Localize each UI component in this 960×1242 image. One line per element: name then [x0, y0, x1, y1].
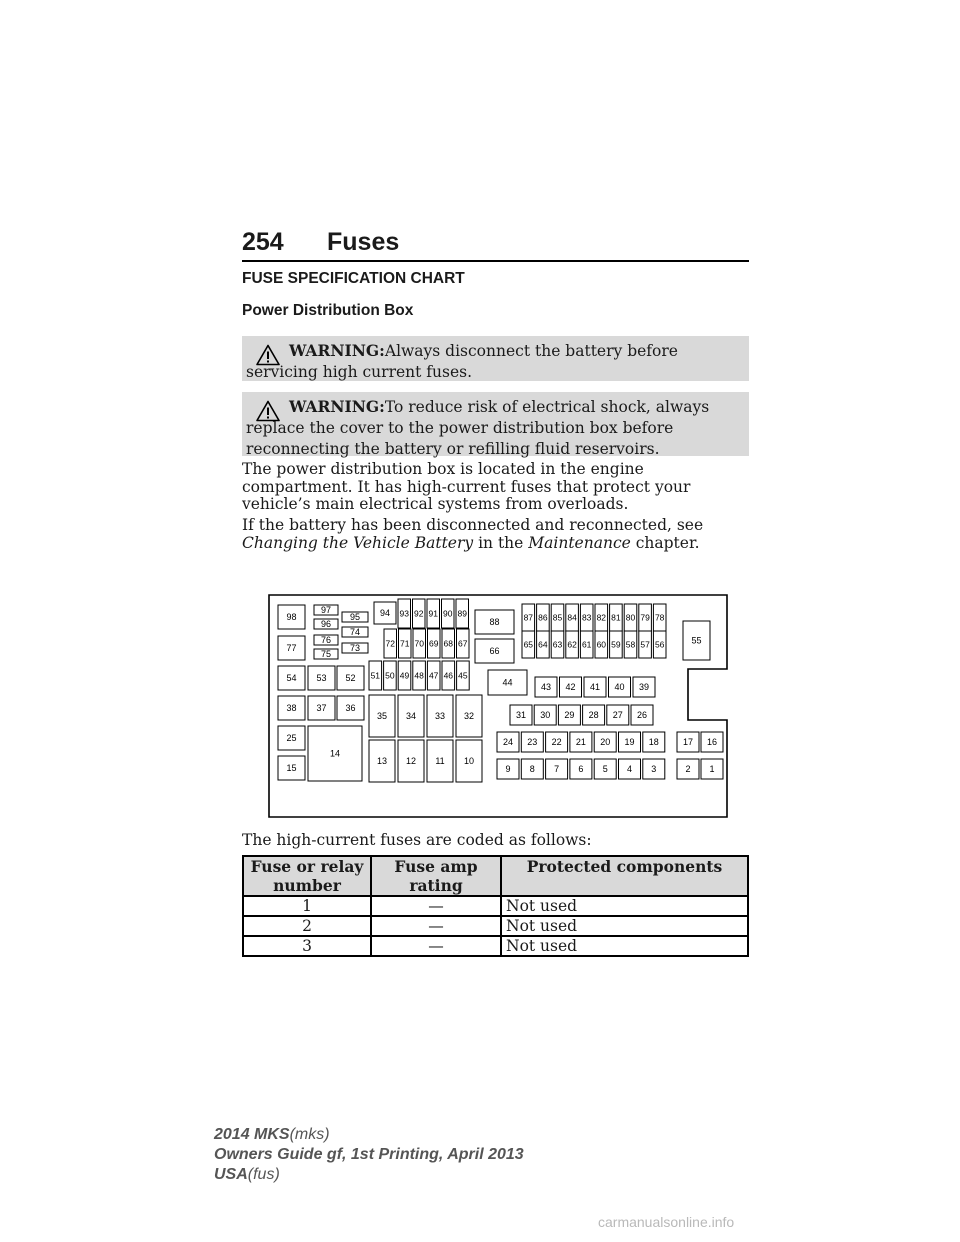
fuse-label: 79: [640, 612, 650, 623]
fuse-label: 39: [638, 682, 650, 693]
fuse-label: 89: [457, 608, 467, 619]
fuse-cell-24: [497, 732, 519, 752]
fuse-cell-85: [551, 604, 564, 631]
fuse-cell-43: [535, 677, 557, 697]
fuse-cell-78: [653, 604, 666, 631]
fuse-label: 35: [376, 711, 388, 722]
fuse-label: 31: [515, 710, 527, 721]
fuse-cell-76: [314, 635, 338, 645]
footer-model-line: [214, 1125, 330, 1145]
fuse-label: 83: [581, 612, 592, 623]
protected-component-cell: Not used: [501, 936, 748, 956]
fuse-cell-33: [427, 695, 453, 737]
fuse-cell-80: [624, 604, 637, 631]
fuse-cell-50: [384, 661, 397, 690]
warning-message: To reduce risk of electrical shock, always replace the cover to the power distribution box before reconnecting the battery or refilling fluid reservoirs.: [246, 398, 710, 458]
fuse-cell-32: [456, 695, 482, 737]
page-number: 254: [242, 228, 284, 256]
table-row: [243, 936, 748, 956]
fuse-label: 33: [434, 711, 446, 722]
watermark: carmanualsonline.info: [598, 1214, 735, 1230]
fuse-label: 9: [505, 764, 511, 775]
fuse-label: 64: [538, 639, 548, 650]
fuse-cell-36: [337, 696, 364, 720]
fuse-cell-26: [631, 705, 653, 725]
section-title: Fuses: [327, 228, 400, 256]
fuse-label: 59: [611, 639, 621, 650]
fuse-label: 51: [370, 670, 381, 681]
fuse-label: 20: [600, 737, 611, 748]
fuse-label: 67: [458, 638, 468, 649]
warning-label: WARNING:: [289, 397, 385, 416]
fuse-cell-9: [497, 759, 519, 779]
fuse-label: 78: [654, 612, 665, 623]
fuse-label: 23: [527, 737, 538, 748]
fuse-label: 65: [523, 639, 534, 650]
fuse-cell-98: [278, 605, 305, 629]
fuse-label: 41: [589, 682, 601, 693]
fuse-cell-60: [595, 631, 608, 658]
fuse-cell-39: [633, 677, 655, 697]
fuse-cell-4: [619, 759, 641, 779]
fuse-label: 87: [523, 612, 534, 623]
battery-text-b: in the: [478, 533, 524, 552]
warning-label: WARNING:: [289, 341, 385, 360]
battery-text-c: chapter.: [635, 533, 700, 552]
fuse-label: 61: [581, 639, 592, 650]
fuse-cell-10: [456, 740, 482, 782]
fuse-cell-28: [583, 705, 605, 725]
fuse-label: 93: [399, 608, 409, 619]
fuse-label: 76: [320, 635, 332, 646]
column-header-amp: Fuse amp rating: [371, 856, 501, 896]
fuse-label: 25: [286, 733, 297, 744]
fuse-label: 55: [691, 635, 702, 646]
fuse-cell-1: [701, 759, 723, 779]
fuse-label: 81: [611, 612, 621, 623]
fuse-label: 70: [414, 638, 424, 649]
amp-rating-cell: —: [371, 896, 501, 916]
fuse-cell-31: [510, 705, 532, 725]
fuse-cell-25: [278, 726, 305, 750]
fuse-label: 85: [552, 612, 563, 623]
fuse-cell-61: [580, 631, 593, 658]
fuse-label: 90: [443, 608, 453, 619]
fuse-label: 50: [385, 670, 395, 681]
fuse-cell-57: [639, 631, 652, 658]
fuse-label: 32: [463, 711, 475, 722]
fuse-label: 6: [578, 764, 584, 775]
warning-box-2: [242, 392, 749, 456]
fuse-label: 13: [376, 756, 388, 767]
fuse-label: 17: [682, 737, 694, 748]
fuse-label: 4: [626, 764, 633, 775]
chart-heading: FUSE SPECIFICATION CHART: [242, 270, 465, 287]
fuse-cell-41: [584, 677, 606, 697]
fuse-cell-30: [534, 705, 556, 725]
fuse-label: 73: [349, 643, 361, 654]
fuse-cell-77: [278, 636, 305, 660]
fuse-cell-73: [342, 643, 368, 653]
fuse-cell-53: [308, 666, 335, 690]
fuse-label: 1: [709, 764, 715, 775]
fuse-cell-79: [639, 604, 652, 631]
fuse-cell-81: [610, 604, 623, 631]
fuse-cell-54: [278, 666, 305, 690]
fuse-label: 53: [316, 673, 327, 684]
fuse-cell-34: [398, 695, 424, 737]
fuse-cell-84: [566, 604, 579, 631]
fuse-cell-97: [314, 605, 338, 615]
footer-region-line: [214, 1165, 280, 1185]
fuse-label: 52: [345, 673, 356, 684]
fuse-label: 18: [648, 737, 659, 748]
fuse-cell-74: [342, 627, 368, 637]
fuse-label: 15: [286, 763, 297, 774]
fuse-cell-86: [537, 604, 550, 631]
fuse-label: 8: [529, 764, 535, 775]
fuse-cell-37: [308, 696, 335, 720]
fuse-cell-71: [399, 629, 412, 658]
fuse-cell-65: [522, 631, 535, 658]
fuse-cell-20: [594, 732, 616, 752]
fuse-label: 2: [685, 764, 691, 775]
fuse-cell-68: [442, 629, 455, 658]
fuse-cell-59: [610, 631, 623, 658]
fuse-cell-90: [442, 599, 455, 628]
fuse-cell-23: [521, 732, 543, 752]
fuse-label: 45: [458, 670, 468, 681]
fuse-cell-49: [398, 661, 411, 690]
fuse-cell-29: [558, 705, 580, 725]
fuse-cell-58: [624, 631, 637, 658]
fuse-label: 74: [349, 627, 361, 638]
fuse-label: 48: [414, 670, 424, 681]
fuse-cell-35: [369, 695, 395, 737]
fuse-label: 80: [625, 612, 636, 623]
fuse-cell-22: [546, 732, 568, 752]
fuse-label: 28: [588, 710, 599, 721]
fuse-label: 69: [429, 638, 439, 649]
fuse-label: 19: [624, 737, 635, 748]
fuse-label: 42: [565, 682, 576, 693]
fuse-label: 72: [385, 638, 395, 649]
fuse-label: 37: [316, 703, 327, 714]
fuse-number-cell: 1: [243, 896, 371, 916]
fuse-label: 86: [538, 612, 548, 623]
amp-rating-cell: —: [371, 916, 501, 936]
fuse-label: 75: [320, 649, 332, 660]
fuse-cell-46: [442, 661, 455, 690]
fuse-cell-96: [314, 619, 338, 629]
fuse-label: 95: [349, 612, 361, 623]
warning-message: Always disconnect the battery before servicing high current fuses.: [246, 342, 678, 381]
fuse-label: 36: [345, 703, 356, 714]
fuse-cell-62: [566, 631, 579, 658]
fuse-cell-56: [653, 631, 666, 658]
fuse-label: 34: [405, 711, 417, 722]
fuse-cell-45: [457, 661, 470, 690]
fuse-cell-87: [522, 604, 535, 631]
fuse-label: 56: [654, 639, 665, 650]
warning-text-2: [246, 396, 743, 460]
fuse-cell-14: [308, 726, 362, 781]
footer-guide-line: [214, 1145, 524, 1165]
footer-model-code: (mks): [289, 1126, 330, 1143]
fuse-label: 92: [414, 608, 424, 619]
fuse-label: 77: [286, 643, 297, 654]
fuse-cell-18: [643, 732, 665, 752]
fuse-label: 49: [399, 670, 410, 681]
fuse-cell-63: [551, 631, 564, 658]
fuse-label: 96: [320, 619, 332, 630]
fuse-label: 54: [286, 673, 297, 684]
battery-paragraph: [242, 517, 752, 552]
fuse-cell-8: [521, 759, 543, 779]
fuse-cell-95: [342, 612, 368, 622]
fuse-table: [242, 855, 749, 957]
fuse-label: 38: [286, 703, 297, 714]
battery-link[interactable]: Changing the Vehicle Battery: [242, 533, 474, 552]
fuse-cell-55: [683, 621, 710, 660]
fuse-cell-2: [677, 759, 699, 779]
fuse-cell-21: [570, 732, 592, 752]
fuse-label: 84: [567, 612, 577, 623]
fuse-label: 7: [554, 764, 560, 775]
fuse-label: 46: [443, 670, 454, 681]
fuse-cell-83: [580, 604, 593, 631]
fuse-cell-6: [570, 759, 592, 779]
protected-component-cell: Not used: [501, 896, 748, 916]
fuse-cell-5: [594, 759, 616, 779]
fuse-label: 10: [463, 756, 475, 767]
fuse-cell-16: [701, 732, 723, 752]
fuse-label: 5: [602, 764, 608, 775]
fuse-cell-88: [475, 610, 514, 634]
column-header-number: Fuse or relay number: [243, 856, 371, 896]
fuse-label: 12: [405, 756, 417, 767]
maintenance-chapter-link[interactable]: Maintenance: [528, 533, 631, 552]
fuse-label: 14: [329, 748, 341, 759]
fuse-cell-94: [374, 602, 396, 624]
fuse-cell-47: [427, 661, 440, 690]
fuse-label: 30: [540, 710, 551, 721]
fuse-cell-27: [607, 705, 629, 725]
box-heading: Power Distribution Box: [242, 302, 414, 319]
fuse-cell-15: [278, 756, 305, 780]
fuse-label: 16: [706, 737, 718, 748]
fuse-cell-52: [337, 666, 364, 690]
fuse-label: 22: [551, 737, 562, 748]
fuse-label: 44: [502, 677, 513, 688]
fuse-cell-64: [537, 631, 550, 658]
fuse-cell-82: [595, 604, 608, 631]
fuse-cell-69: [428, 629, 441, 658]
fuse-label: 94: [379, 608, 391, 619]
table-row: [243, 916, 748, 936]
table-row: [243, 896, 748, 916]
fuse-label: 3: [651, 764, 657, 775]
fuse-label: 82: [596, 612, 607, 623]
fuse-label: 91: [428, 608, 438, 619]
fuse-cell-44: [488, 670, 527, 695]
fuse-cell-12: [398, 740, 424, 782]
amp-rating-cell: —: [371, 936, 501, 956]
fuse-box-diagram: [268, 594, 728, 818]
fuse-cell-70: [413, 629, 426, 658]
fuse-label: 29: [564, 710, 575, 721]
footer-region-code: (fus): [247, 1166, 280, 1183]
fuse-label: 11: [435, 756, 445, 767]
fuse-cell-75: [314, 649, 338, 659]
fuse-cell-42: [560, 677, 582, 697]
fuse-label: 27: [612, 710, 623, 721]
fuse-label: 57: [640, 639, 650, 650]
fuse-label: 24: [502, 737, 514, 748]
fuse-label: 71: [400, 638, 410, 649]
fuse-cell-92: [413, 599, 426, 628]
fuse-cell-19: [619, 732, 641, 752]
location-paragraph: The power distribution box is located in the engine compartment. It has high-current fuses that protect your vehicle’s main electrical systems from overloads.: [242, 460, 691, 513]
fuse-cell-13: [369, 740, 395, 782]
fuse-label: 43: [540, 682, 552, 693]
footer-model: 2014 MKS: [214, 1126, 290, 1143]
fuse-label: 26: [636, 710, 648, 721]
fuse-number-cell: 2: [243, 916, 371, 936]
fuse-cell-93: [398, 599, 411, 628]
fuse-label: 60: [596, 639, 607, 650]
fuse-cell-3: [643, 759, 665, 779]
fuse-label: 47: [428, 670, 439, 681]
fuse-label: 40: [614, 682, 625, 693]
fuse-cell-72: [384, 629, 397, 658]
fuse-cell-17: [677, 732, 699, 752]
fuse-cell-91: [427, 599, 440, 628]
fuse-cell-51: [369, 661, 382, 690]
fuse-label: 88: [489, 617, 500, 628]
fuse-label: 98: [286, 612, 297, 623]
table-header-row: [243, 856, 748, 896]
fuse-label: 97: [320, 605, 332, 616]
fuse-label: 63: [552, 639, 563, 650]
coded-paragraph: The high-current fuses are coded as follows:: [242, 831, 592, 849]
fuse-label: 66: [489, 646, 500, 657]
fuse-cell-89: [456, 599, 469, 628]
header-rule: [242, 260, 749, 262]
fuse-cell-67: [457, 629, 470, 658]
fuse-label: 68: [443, 638, 453, 649]
fuse-cell-7: [546, 759, 568, 779]
warning-box-1: [242, 336, 749, 381]
fuse-cell-66: [475, 639, 514, 663]
fuse-label: 62: [567, 639, 577, 650]
fuse-label: 21: [575, 737, 586, 748]
column-header-protected: Protected components: [501, 856, 748, 896]
fuse-number-cell: 3: [243, 936, 371, 956]
warning-text-1: [246, 340, 743, 383]
fuse-cell-48: [413, 661, 426, 690]
fuse-cell-11: [427, 740, 453, 782]
footer-guide: Owners Guide gf, 1st Printing, April 2013: [214, 1146, 524, 1163]
footer-region: USA: [214, 1166, 248, 1183]
fuse-label: 58: [625, 639, 636, 650]
protected-component-cell: Not used: [501, 916, 748, 936]
fuse-cell-38: [278, 696, 305, 720]
battery-text-a: If the battery has been disconnected and reconnected, see: [242, 516, 704, 534]
fuse-cell-40: [609, 677, 631, 697]
